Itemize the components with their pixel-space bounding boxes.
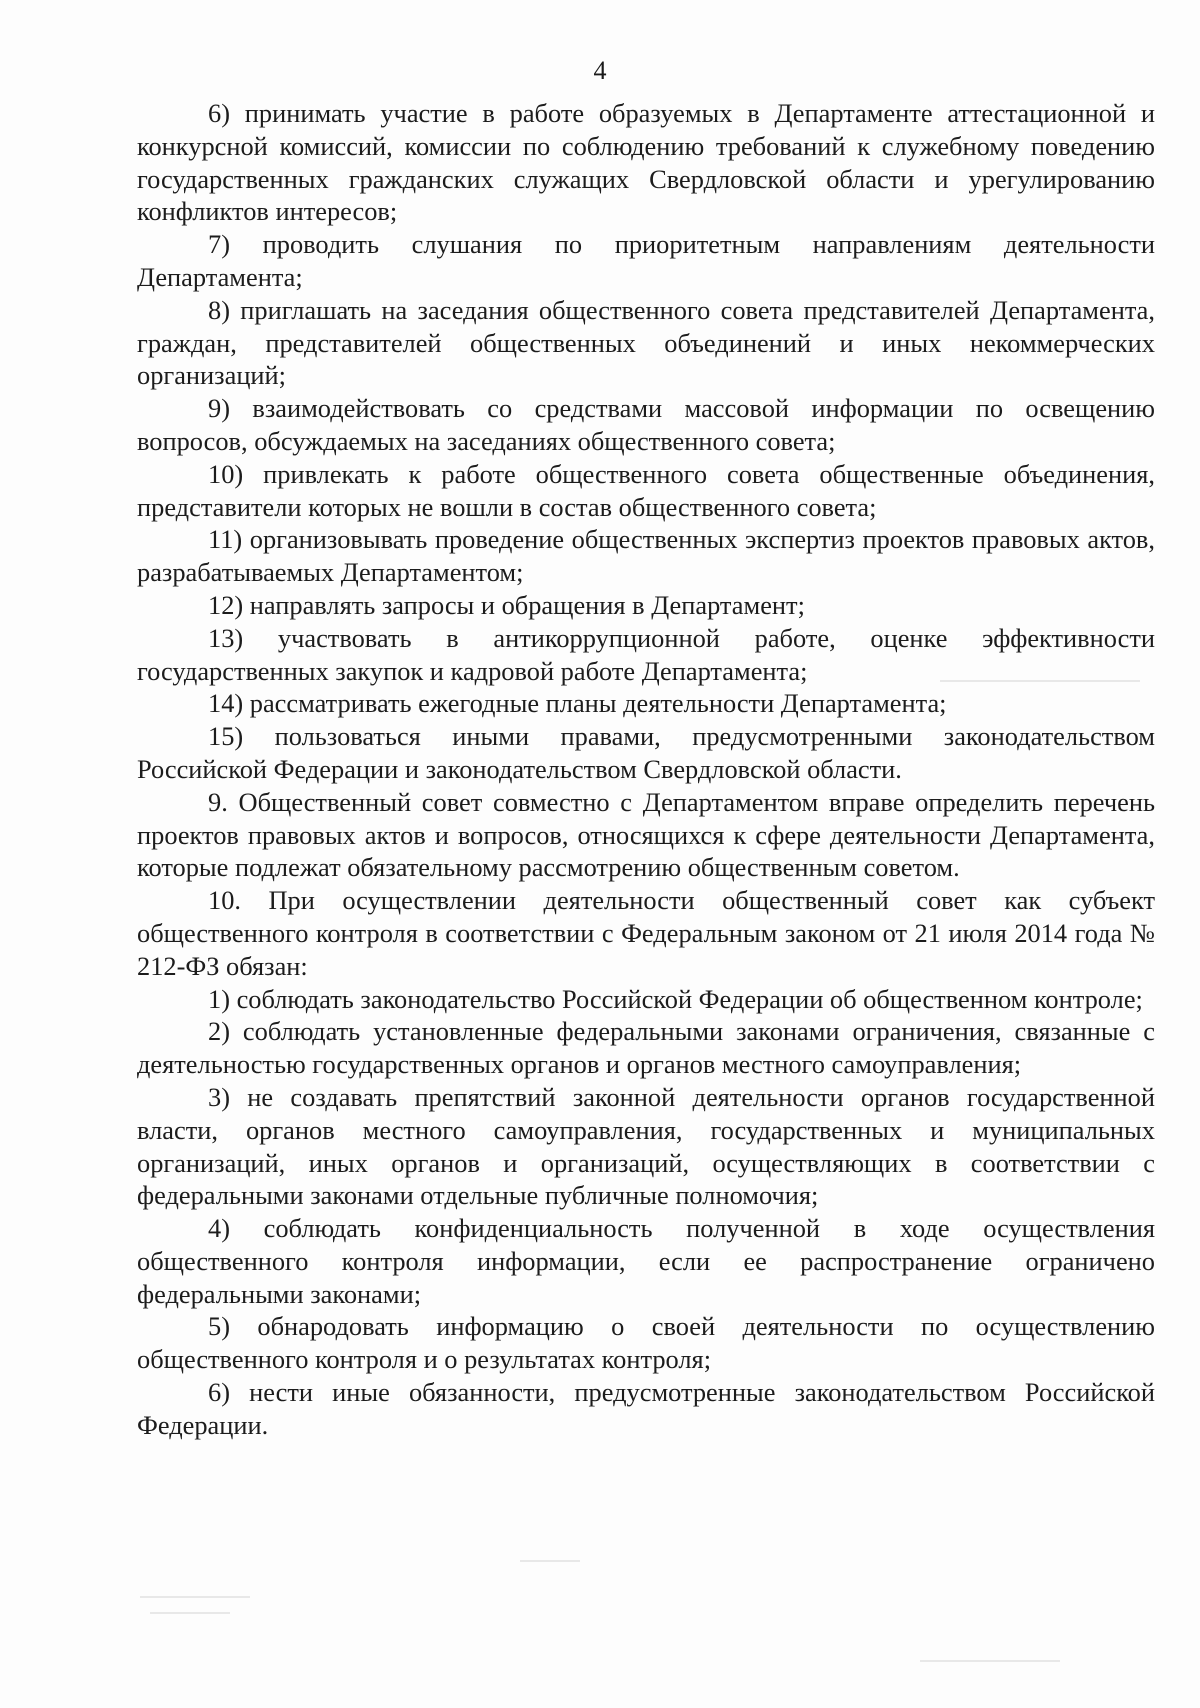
paragraph-rights-6: 6) принимать участие в работе образуемых в Департаменте аттестационной и конкурсной комиссий, комиссии по соблюдению требований к служебному поведению государственных гражданских служащих Свердловской области и урегулированию конфликтов интересов; [137,98,1155,227]
scan-noise [140,1596,250,1598]
paragraph-duty-6: 6) нести иные обязанности, предусмотренные законодательством Российской Федерации. [137,1377,1155,1440]
scan-noise [940,680,1140,682]
paragraph-rights-7: 7) проводить слушания по приоритетным направлениям деятельности Департамента; [137,229,1155,292]
paragraph-duty-4: 4) соблюдать конфиденциальность полученной в ходе осуществления общественного контроля информации, если ее распространение ограничено федеральными законами; [137,1213,1155,1309]
paragraph-duty-5: 5) обнародовать информацию о своей деятельности по осуществлению общественного контроля и о результатах контроля; [137,1311,1155,1375]
paragraph-section-9: 9. Общественный совет совместно с Департаментом вправе определить перечень проектов правовых актов и вопросов, относящихся к сфере деятельности Департамента, которые подлежат обязательному рассмотрению общественным советом. [137,786,1155,883]
scan-noise [520,1560,580,1562]
paragraph-section-10: 10. При осуществлении деятельности общественный совет как субъект общественного контроля в соответствии с Федеральным законом от 21 июля 2014 года № 212-ФЗ обязан: [137,885,1155,981]
paragraph-rights-11: 11) организовывать проведение общественных экспертиз проектов правовых актов, разрабатываемых Департаментом; [137,524,1155,588]
paragraph-rights-12: 12) направлять запросы и обращения в Департамент; [208,589,805,620]
paragraph-duty-3: 3) не создавать препятствий законной деятельности органов государственной власти, органов местного самоуправления, государственных и муниципальных организаций, иных органов и организаций, осуществляющих в соответствии с федеральными законами отдельные публичные полномочия; [137,1081,1155,1211]
paragraph-rights-14: 14) рассматривать ежегодные планы деятельности Департамента; [208,688,947,719]
paragraph-rights-9: 9) взаимодействовать со средствами массовой информации по освещению вопросов, обсуждаемых на заседаниях общественного совета; [137,393,1155,456]
paragraph-rights-15: 15) пользоваться иными правами, предусмотренными законодательством Российской Федерации и законодательством Свердловской области. [137,721,1155,784]
paragraph-rights-13: 13) участвовать в антикоррупционной работе, оценке эффективности государственных закупок и кадровой работе Департамента; [137,622,1155,686]
paragraph-duty-2: 2) соблюдать установленные федеральными законами ограничения, связанные с деятельностью государственных органов и органов местного самоуправления; [137,1016,1155,1080]
page-number: 4 [593,56,607,85]
document-body [137,97,1155,1442]
scan-noise [150,1612,230,1614]
paragraph-rights-8: 8) приглашать на заседания общественного совета представителей Департамента, граждан, представителей общественных объединений и иных некоммерческих организаций; [137,294,1155,391]
scan-noise [920,1660,1060,1662]
paragraph-duty-1: 1) соблюдать законодательство Российской Федерации об общественном контроле; [208,983,1143,1014]
paragraph-rights-10: 10) привлекать к работе общественного совета общественные объединения, представители которых не вошли в состав общественного совета; [137,458,1155,522]
